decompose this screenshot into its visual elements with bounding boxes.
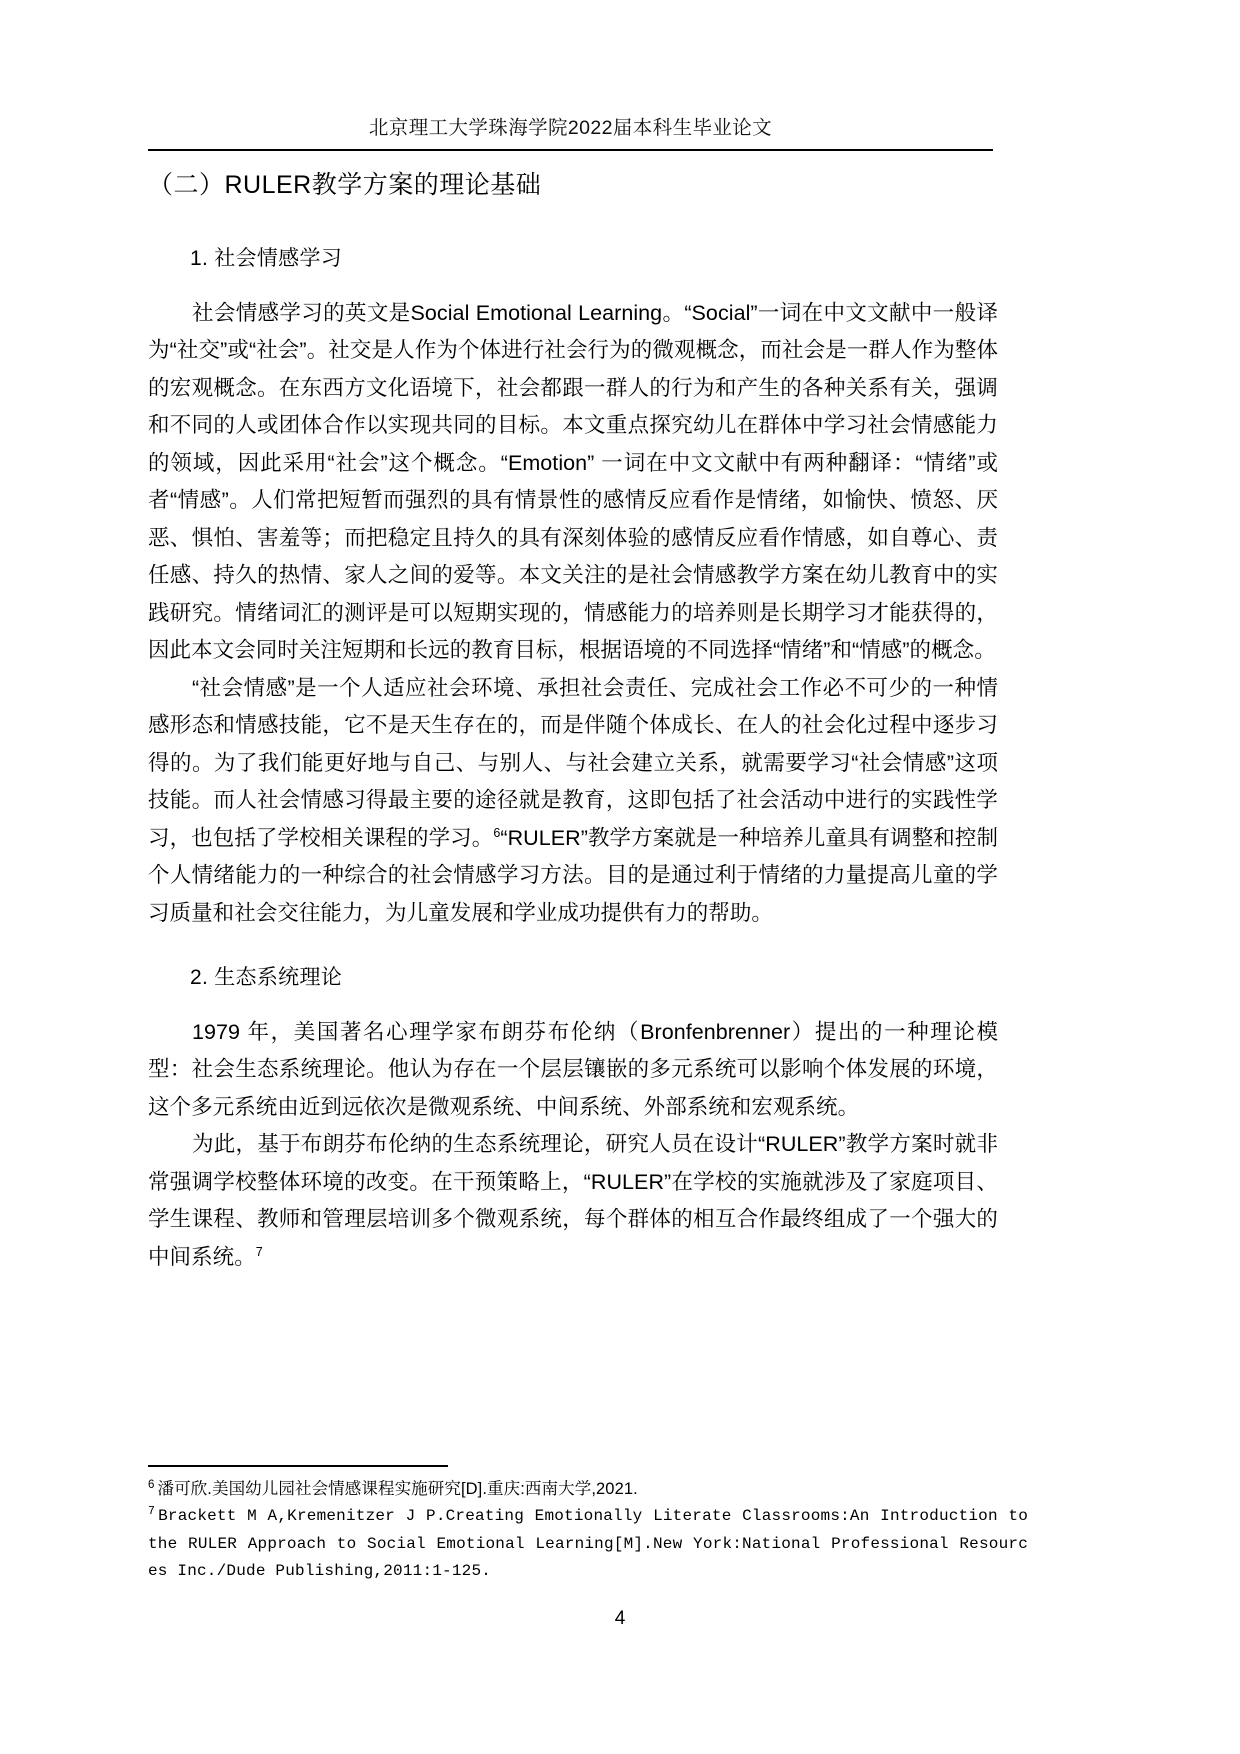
- paragraph-ecological-theory: 1979 年，美国著名心理学家布朗芬布伦纳（Bronfenbrenner）提出的一种理论模型：社会生态系统理论。他认为存在一个层层镶嵌的多元系统可以影响个体发展的环境，这个多元系统由近到远依次是微观系统、中间系统、外部系统和宏观系统。: [148, 1019, 998, 1119]
- footnote-area: [148, 1465, 1028, 1586]
- spacer: [148, 932, 998, 962]
- subsection-heading-2: 2. 生态系统理论: [190, 966, 343, 989]
- footnote-text-6: 潘可欣.美国幼儿园社会情感课程实施研究[D].重庆:西南大学,2021.: [157, 1480, 638, 1498]
- spacer: [148, 203, 998, 243]
- footnote-text-7: Brackett M A,Kremenitzer J P.Creating Emotionally Literate Classrooms:An Introduction to the RULER Approach to Social Emotional Learning[M].New York:National Professional Resources Inc./Dude Publishing,2011:1-125.: [148, 1507, 1028, 1580]
- footnote-item-7: [148, 1503, 1028, 1586]
- footnote-item-6: [148, 1476, 1028, 1503]
- running-header: [148, 112, 993, 151]
- spacer: [148, 275, 998, 295]
- running-header-title: 北京理工大学珠海学院2022届本科生毕业论文: [368, 117, 773, 139]
- document-body: [148, 168, 998, 1276]
- paragraph-social-emotion-text: “社会情感”是一个人适应社会环境、承担社会责任、完成社会工作必不可少的一种情感形态和情感技能，它不是天生存在的，而是伴随个体成长、在人的社会化过程中逐步习得的。为了我们能更好地与自己、与别人、与社会建立关系，就需要学习“社会情感”这项技能。而人社会情感习得最主要的途径就是教育，这即包括了社会活动中进行的实践性学习，也包括了学校相关课程的学习。: [148, 675, 998, 850]
- section-heading: （二）RULER教学方案的理论基础: [148, 171, 542, 199]
- footnote-marker-7[interactable]: 7: [255, 1244, 263, 1259]
- footnote-number-6: 6: [148, 1478, 155, 1491]
- paragraph-ruler-implementation-text: 为此，基于布朗芬布伦纳的生态系统理论，研究人员在设计“RULER”教学方案时就非常强调学校整体环境的改变。在干预策略上，“RULER”在学校的实施就涉及了家庭项目、学生课程、教师和管理层培训多个微观系统，每个群体的相互合作最终组成了一个强大的中间系统。: [148, 1132, 998, 1269]
- subsection-heading-1: 1. 社会情感学习: [190, 247, 343, 270]
- footnote-separator-rule: [148, 1465, 448, 1467]
- page-number: 4: [614, 1608, 626, 1629]
- header-divider-rule: [148, 149, 993, 151]
- paragraph-sel-definition: 社会情感学习的英文是Social Emotional Learning。“Social”一词在中文文献中一般译为“社交”或“社会”。社交是人作为个体进行社会行为的微观概念，而社会是一群人作为整体的宏观概念。在东西方文化语境下，社会都跟一群人的行为和产生的各种关系有关，强调和不同的人或团体合作以实现共同的目标。本文重点探究幼儿在群体中学习社会情感能力的领域，因此采用“社会”这个概念。“Emotion” 一词在中文文献中有两种翻译：“情绪”或者“情感”。人们常把短暂而强烈的具有情景性的感情反应看作是情绪，如愉快、愤怒、厌恶、惧怕、害羞等；而把稳定且持久的具有深刻体验的感情反应看作情感，如自尊心、责任感、持久的热情、家人之间的爱等。本文关注的是社会情感教学方案在幼儿教育中的实践研究。情绪词汇的测评是可以短期实现的，情感能力的培养则是长期学习才能获得的，因此本文会同时关注短期和长远的教育目标，根据语境的不同选择“情绪”和“情感”的概念。: [148, 300, 998, 662]
- paragraph-social-emotion-tail: “RULER”教学方案就是一种培养儿童具有调整和控制个人情绪能力的一种综合的社会情感学习方法。目的是通过利于情绪的力量提高儿童的学习质量和社会交往能力，为儿童发展和学业成功提供有力的帮助。: [148, 825, 998, 925]
- paragraph-social-emotion: [148, 670, 998, 933]
- footnote-marker-6[interactable]: 6: [493, 825, 501, 840]
- footnote-number-7: 7: [148, 1504, 156, 1518]
- spacer: [148, 994, 998, 1014]
- paragraph-ruler-implementation: [148, 1126, 998, 1276]
